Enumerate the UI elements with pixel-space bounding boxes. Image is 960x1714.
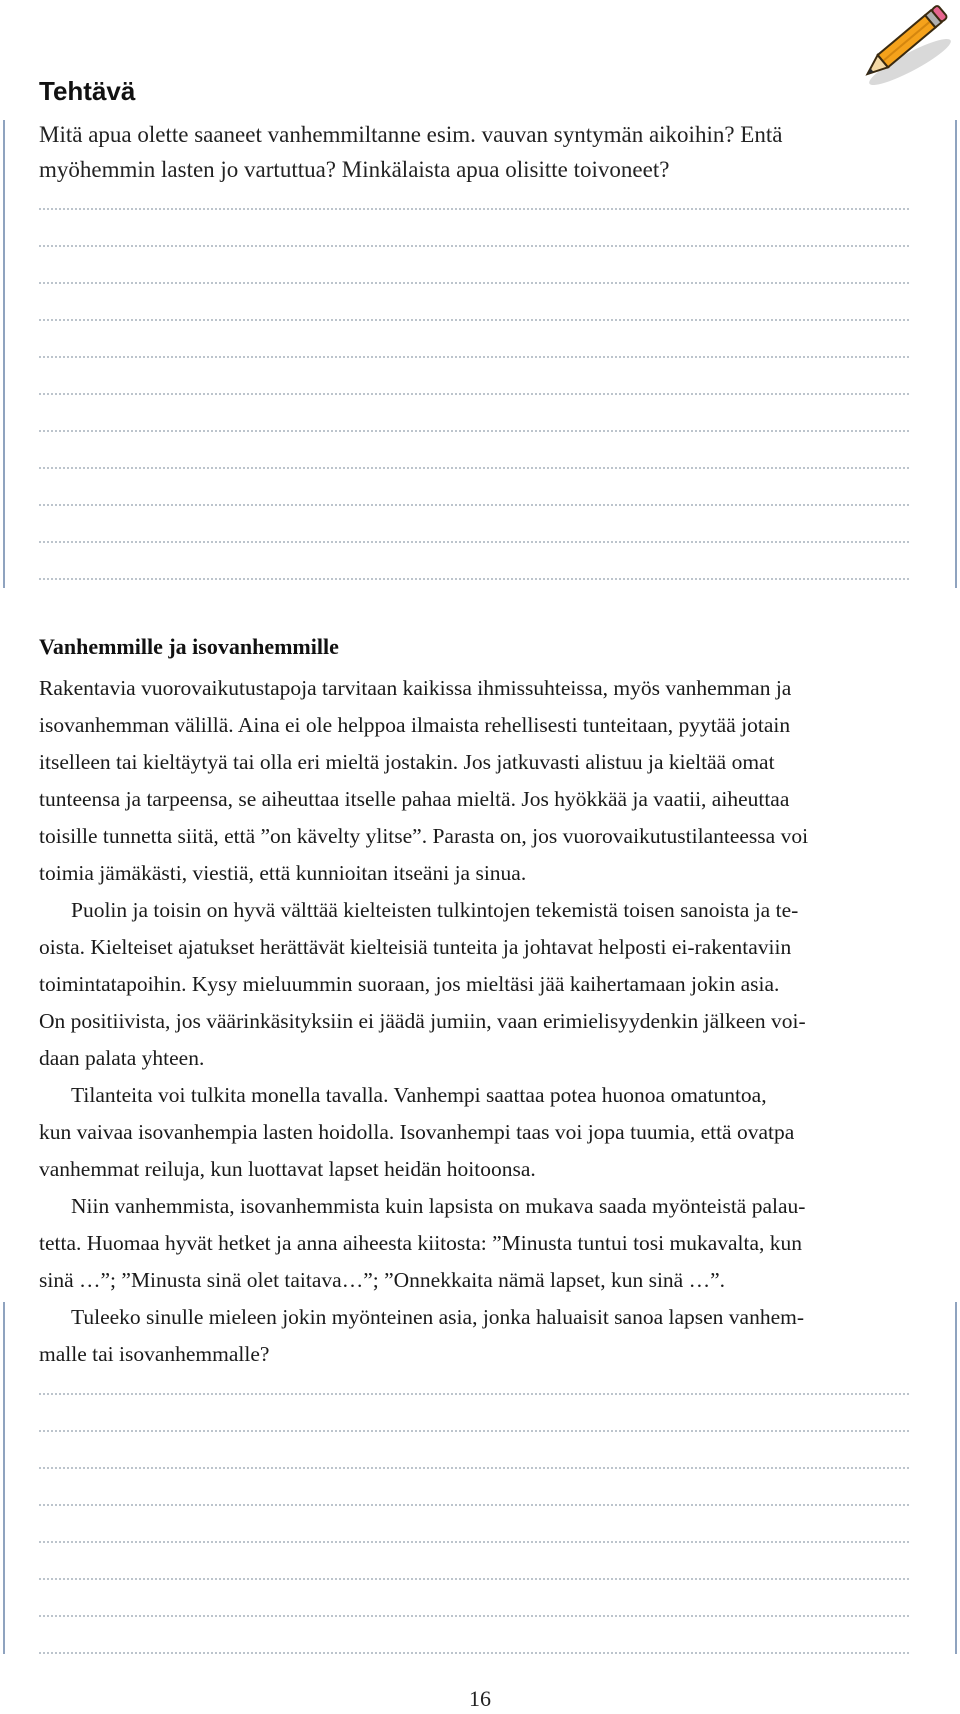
margin-bar-left (3, 120, 5, 588)
answer-line[interactable] (39, 282, 909, 284)
answer-line[interactable] (39, 208, 909, 210)
answer-line[interactable] (39, 356, 909, 358)
task-question-line: Mitä apua olette saaneet vanhemmiltanne esim. vauvan syntymän aikoihin? Entä (39, 122, 783, 147)
body-line: Rakentavia vuorovaikutustapoja tarvitaan kaikissa ihmissuhteissa, myös vanhemman ja (39, 676, 792, 700)
body-line: daan palata yhteen. (39, 1046, 205, 1070)
task-question-line: myöhemmin lasten jo vartuttua? Minkälaista apua olisitte toivoneet? (39, 157, 670, 182)
section-heading: Vanhemmille ja isovanhemmille (39, 634, 339, 659)
answer-line[interactable] (39, 541, 909, 543)
body-line: oista. Kielteiset ajatukset herättävät kielteisiä tunteita ja johtavat helposti ei-rakentaviin (39, 935, 792, 959)
body-line: isovanhemman välillä. Aina ei ole helppoa ilmaista rehellisesti tunteitaan, pyytää jotain (39, 713, 791, 737)
body-line: Tilanteita voi tulkita monella tavalla. Vanhempi saattaa potea huonoa omatuntoa, (71, 1083, 767, 1107)
task-question (39, 117, 889, 187)
body-line: Niin vanhemmista, isovanhemmista kuin lapsista on mukava saada myönteistä palau- (71, 1194, 806, 1218)
answer-line[interactable] (39, 1504, 909, 1506)
body-line: toimintatapoihin. Kysy mieluummin suoraan, jos mieltäsi jää kaihertamaan jokin asia. (39, 972, 780, 996)
answer-line[interactable] (39, 430, 909, 432)
body-line: sinä …”; ”Minusta sinä olet taitava…”; ”Onnekkaita nämä lapset, kun sinä …”. (39, 1268, 726, 1292)
answer-line[interactable] (39, 467, 909, 469)
body-line: toisille tunnetta siitä, että ”on kävelty ylitse”. Parasta on, jos vuorovaikutustilanteessa voi (39, 824, 809, 848)
pencil-icon (848, 0, 960, 92)
margin-bar-left-lower (3, 1302, 5, 1654)
body-line: tetta. Huomaa hyvät hetket ja anna aiheesta kiitosta: ”Minusta tuntui tosi mukavalta, kun (39, 1231, 803, 1255)
body-line: malle tai isovanhemmalle? (39, 1342, 270, 1366)
body-line: Tuleeko sinulle mieleen jokin myönteinen asia, jonka haluaisit sanoa lapsen vanhem- (71, 1305, 805, 1329)
answer-line[interactable] (39, 504, 909, 506)
body-line: Puolin ja toisin on hyvä välttää kielteisten tulkintojen tekemistä toisen sanoista ja te- (71, 898, 799, 922)
body-line: kun vaivaa isovanhempia lasten hoidolla. Isovanhempi taas voi jopa tuumia, että ovatpa (39, 1120, 795, 1144)
answer-line[interactable] (39, 245, 909, 247)
section-body (39, 670, 929, 1373)
answer-line[interactable] (39, 1578, 909, 1580)
answer-line[interactable] (39, 1430, 909, 1432)
answer-line[interactable] (39, 1652, 909, 1654)
answer-line[interactable] (39, 393, 909, 395)
answer-line[interactable] (39, 578, 909, 580)
answer-line[interactable] (39, 1541, 909, 1543)
body-line: tunteensa ja tarpeensa, se aiheuttaa itselle pahaa mieltä. Jos hyökkää ja vaatii, aiheuttaa (39, 787, 790, 811)
answer-line[interactable] (39, 319, 909, 321)
page-number: 16 (469, 1686, 491, 1711)
body-line: vanhemmat reiluja, kun luottavat lapset heidän hoitoonsa. (39, 1157, 536, 1181)
answer-line[interactable] (39, 1615, 909, 1617)
margin-bar-right (955, 120, 957, 588)
body-line: toimia jämäkästi, viestiä, että kunnioitan itseäni ja sinua. (39, 861, 527, 885)
margin-bar-right-lower (955, 1302, 957, 1654)
answer-line[interactable] (39, 1467, 909, 1469)
body-line: On positiivista, jos väärinkäsityksiin ei jäädä jumiin, vaan erimielisyydenkin jälkeen voi- (39, 1009, 806, 1033)
body-line: itselleen tai kieltäytyä tai olla eri mieltä jostakin. Jos jatkuvasti alistuu ja kieltää omat (39, 750, 775, 774)
answer-line[interactable] (39, 1393, 909, 1395)
task-title: Tehtävä (39, 76, 136, 106)
